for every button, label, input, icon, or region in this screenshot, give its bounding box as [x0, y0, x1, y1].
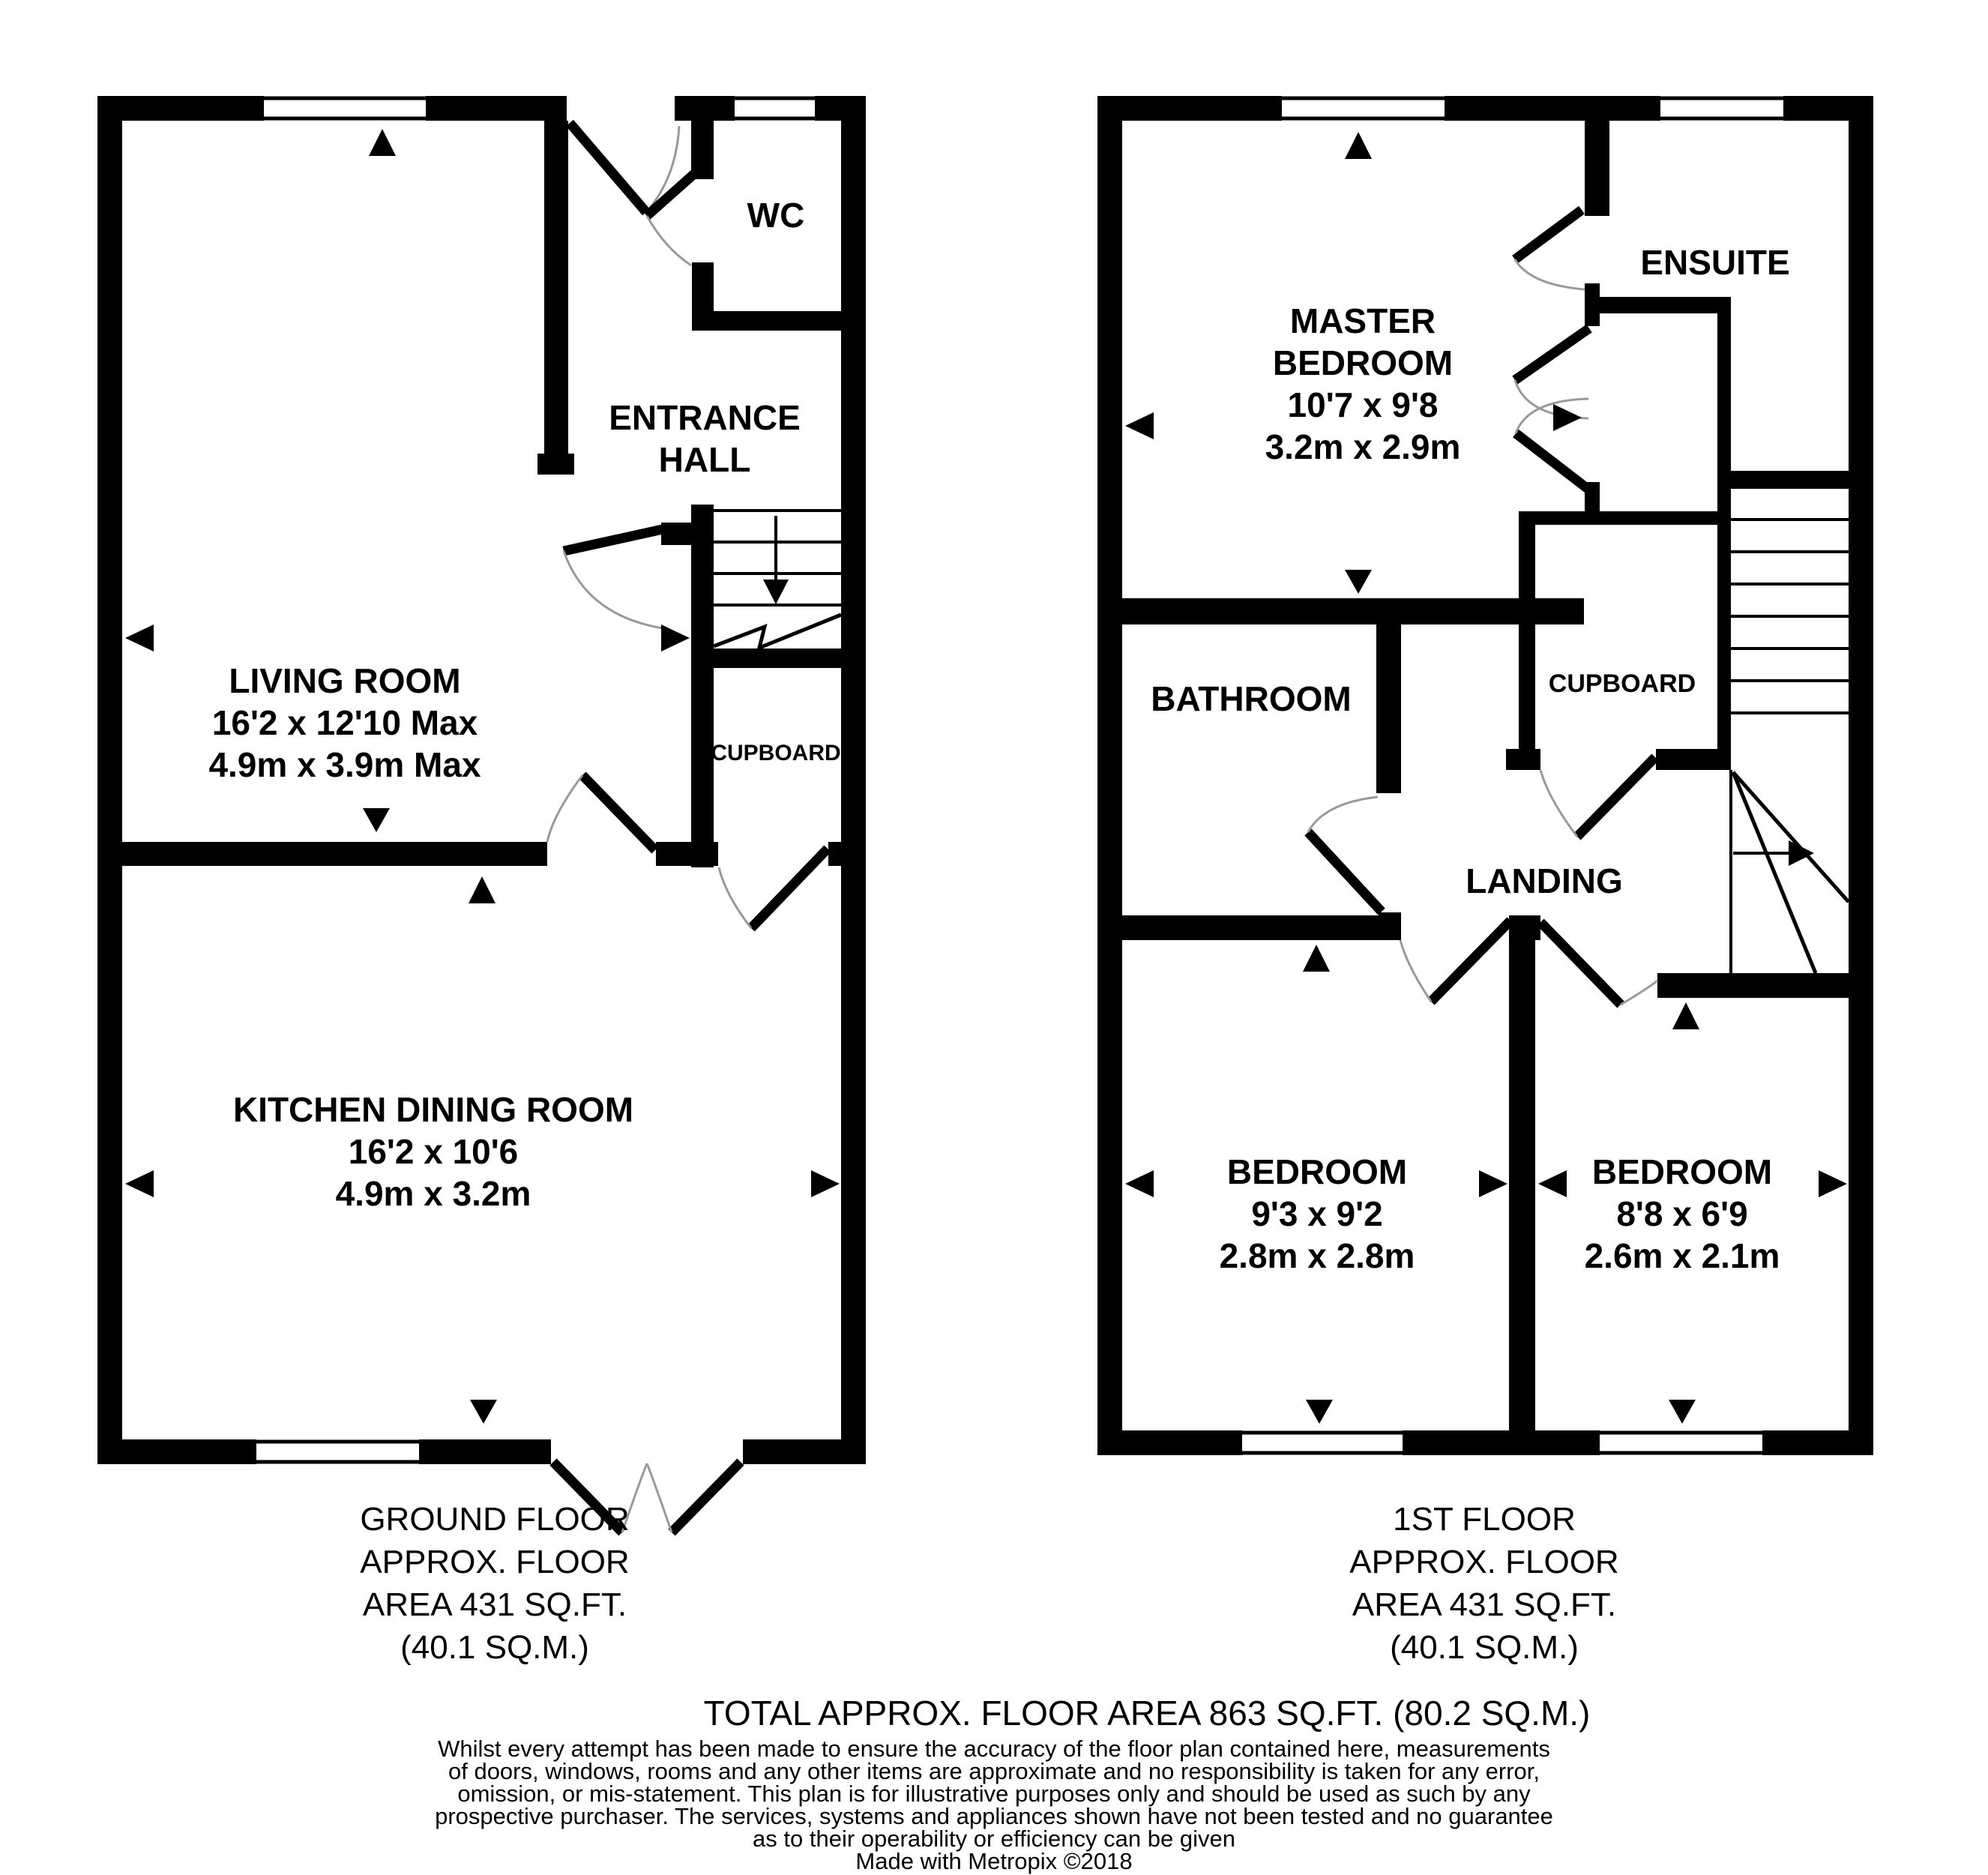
- caption-line: AREA 431 SQ.FT.: [362, 1586, 627, 1623]
- svg-text:HALL: HALL: [658, 440, 751, 479]
- ensuite-window: [1660, 96, 1783, 121]
- svg-text:2.6m x 2.1m: 2.6m x 2.1m: [1584, 1236, 1780, 1275]
- ensuite-door: [1515, 210, 1585, 289]
- wc-label: [747, 196, 805, 235]
- dim-arrow-left-icon: [125, 625, 154, 651]
- disclaimer-line: omission, or mis-statement. This plan is for illustrative purposes only and should be used as such by any: [457, 1781, 1531, 1807]
- dim-arrow-left-icon: [1538, 1170, 1567, 1197]
- dim-arrow-up-icon: [1672, 1002, 1699, 1029]
- dim-arrow-up-icon: [1345, 132, 1372, 159]
- dim-arrow-right-icon: [811, 1170, 840, 1197]
- front-door: [567, 96, 679, 212]
- dim-arrow-right-icon: [1553, 404, 1582, 431]
- first-floor-plan: [1097, 96, 1877, 1490]
- caption-line: APPROX. FLOOR: [360, 1544, 630, 1580]
- kitchen-window: [256, 1439, 419, 1464]
- dim-arrow-right-icon: [1479, 1170, 1507, 1197]
- kitchen-label: [233, 1090, 633, 1213]
- dim-arrow-down-icon: [363, 808, 390, 832]
- bedroom-right-door: [1540, 922, 1657, 1005]
- disclaimer-text: [394, 1738, 1594, 1873]
- disclaimer-line: as to their operability or efficiency can be given: [753, 1826, 1235, 1852]
- svg-text:2.8m x 2.8m: 2.8m x 2.8m: [1219, 1236, 1415, 1275]
- dim-arrow-down-icon: [1345, 570, 1372, 594]
- wc-door: [647, 167, 702, 265]
- svg-text:10'7 x 9'8: 10'7 x 9'8: [1287, 385, 1439, 424]
- wc-window: [735, 96, 815, 121]
- dim-arrow-right-icon: [661, 625, 690, 651]
- dim-arrow-left-icon: [125, 1170, 154, 1197]
- disclaimer-line: Whilst every attempt has been made to ensure the accuracy of the floor plan contained here, measurements: [438, 1736, 1550, 1762]
- dim-arrow-up-icon: [1303, 945, 1330, 972]
- kitchen-door: [547, 775, 655, 850]
- master-bedroom-label: [1265, 301, 1461, 466]
- first-staircase: [1731, 487, 1849, 973]
- svg-text:ENTRANCE: ENTRANCE: [609, 398, 801, 437]
- ground-floor-plan: [97, 96, 870, 1569]
- dim-arrow-down-icon: [1306, 1400, 1333, 1424]
- understairs-cupboard-door: [719, 849, 828, 928]
- living-room-label: [208, 661, 481, 784]
- svg-text:BATHROOM: BATHROOM: [1151, 679, 1352, 718]
- living-room-window: [264, 96, 426, 121]
- svg-text:3.2m x 2.9m: 3.2m x 2.9m: [1265, 427, 1461, 466]
- dim-arrow-right-icon: [1819, 1170, 1847, 1197]
- dim-arrow-left-icon: [1125, 1170, 1154, 1197]
- disclaimer-line: prospective purchaser. The services, systems and appliances shown have not been tested and no guarantee: [435, 1803, 1553, 1829]
- ground-staircase: [714, 511, 841, 648]
- bathroom-door: [1308, 797, 1382, 912]
- caption-line: 1ST FLOOR: [1393, 1501, 1576, 1538]
- dim-arrow-up-icon: [469, 876, 496, 903]
- stairs-down-arrow-icon: [763, 580, 789, 604]
- svg-text:KITCHEN DINING ROOM: KITCHEN DINING ROOM: [232, 1090, 634, 1129]
- dim-arrow-up-icon: [369, 129, 396, 156]
- ensuite-label: [1640, 243, 1789, 282]
- svg-text:BEDROOM: BEDROOM: [1591, 1152, 1773, 1191]
- bedroom-left-label: [1220, 1152, 1415, 1275]
- svg-text:8'8 x 6'9: 8'8 x 6'9: [1616, 1194, 1748, 1233]
- svg-text:ENSUITE: ENSUITE: [1640, 243, 1790, 282]
- first-cupboard-door: [1540, 757, 1655, 837]
- caption-line: (40.1 SQ.M.): [1390, 1629, 1579, 1666]
- caption-line: APPROX. FLOOR: [1349, 1544, 1619, 1580]
- dim-arrow-down-icon: [1669, 1400, 1696, 1424]
- svg-text:4.9m x 3.2m: 4.9m x 3.2m: [335, 1174, 531, 1213]
- first-floor-caption: [1259, 1498, 1709, 1669]
- dim-arrow-left-icon: [1125, 412, 1154, 439]
- master-double-doors: [1515, 328, 1591, 491]
- ground-floor-caption: [270, 1498, 720, 1669]
- svg-text:CUPBOARD: CUPBOARD: [1548, 669, 1696, 698]
- bedroom-right-label: [1585, 1152, 1780, 1275]
- total-floor-area: TOTAL APPROX. FLOOR AREA 863 SQ.FT. (80.2 SQ.M.): [703, 1694, 1591, 1733]
- caption-line: AREA 431 SQ.FT.: [1352, 1586, 1617, 1623]
- svg-text:BEDROOM: BEDROOM: [1272, 343, 1454, 382]
- svg-text:MASTER: MASTER: [1289, 301, 1436, 340]
- svg-text:9'3 x 9'2: 9'3 x 9'2: [1251, 1194, 1383, 1233]
- svg-text:16'2 x 10'6: 16'2 x 10'6: [348, 1132, 519, 1171]
- svg-text:LIVING ROOM: LIVING ROOM: [229, 661, 461, 700]
- dim-arrow-down-icon: [470, 1400, 497, 1424]
- entrance-hall-label: [609, 398, 801, 479]
- disclaimer-line: of doors, windows, rooms and any other items are approximate and no responsibility is taken for any error,: [448, 1758, 1540, 1784]
- caption-line: (40.1 SQ.M.): [400, 1629, 589, 1666]
- svg-text:LANDING: LANDING: [1466, 861, 1623, 900]
- ground-cupboard-label: [711, 741, 840, 765]
- metropix-credit: Made with Metropix ©2018: [855, 1848, 1133, 1874]
- living-room-door: [564, 529, 663, 628]
- first-cupboard-label: [1549, 669, 1696, 698]
- master-bedroom-window: [1282, 96, 1445, 121]
- svg-text:16'2 x 12'10 Max: 16'2 x 12'10 Max: [211, 703, 478, 742]
- svg-text:4.9m x 3.9m Max: 4.9m x 3.9m Max: [208, 745, 481, 784]
- landing-label: [1466, 861, 1623, 900]
- bedroom-right-window: [1600, 1430, 1762, 1455]
- caption-line: GROUND FLOOR: [360, 1501, 630, 1538]
- bedroom-left-window: [1242, 1430, 1403, 1455]
- svg-text:BEDROOM: BEDROOM: [1226, 1152, 1408, 1191]
- bathroom-label: [1151, 679, 1351, 718]
- stairs-up-arrow-icon: [1789, 840, 1814, 866]
- bedroom-left-door: [1400, 921, 1510, 1002]
- svg-text:CUPBOARD: CUPBOARD: [711, 741, 841, 765]
- svg-text:WC: WC: [747, 196, 805, 235]
